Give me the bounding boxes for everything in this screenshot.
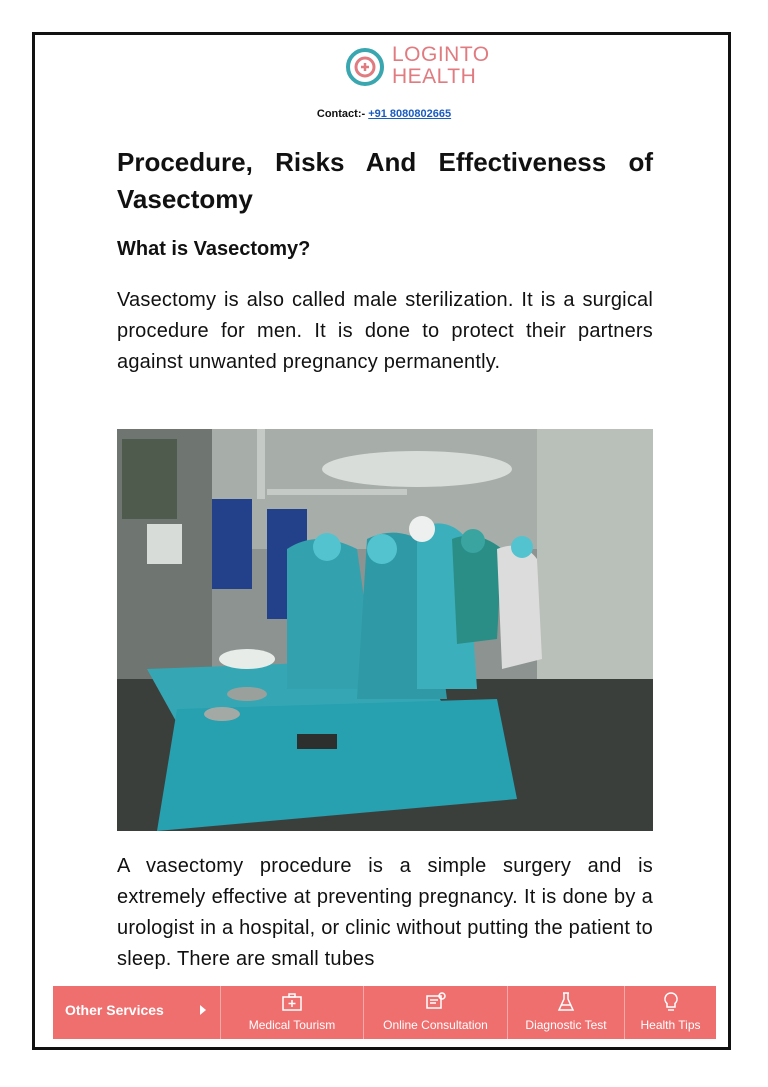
footer-item-label: Medical Tourism <box>248 1018 336 1032</box>
flask-icon <box>554 990 578 1014</box>
procedure-paragraph: A vasectomy procedure is a simple surgery and is extremely effective at preventing pregnancy. It is done by a urologist in a hospital, or clinic without putting the patient to sleep. There are small tubes <box>117 855 653 970</box>
section-heading: What is Vasectomy? <box>117 238 311 260</box>
brand-line-2: HEALTH <box>392 65 477 88</box>
footer-item-diagnostic-test[interactable] <box>508 986 624 1039</box>
footer-item-online-consultation[interactable] <box>364 986 507 1039</box>
other-services-label[interactable]: Other Services <box>65 1002 164 1018</box>
contact-label: Contact:- <box>316 108 366 120</box>
footer-item-label: Health Tips <box>640 1018 701 1032</box>
page-title: Procedure, Risks And Effectiveness of Vasectomy <box>117 147 653 214</box>
footer-item-label: Online Consultation <box>383 1018 488 1032</box>
footer-item-medical-tourism[interactable] <box>221 986 363 1039</box>
footer-item-label: Diagnostic Test <box>525 1018 607 1032</box>
contact-phone-link[interactable]: +91 8080802665 <box>368 108 452 120</box>
medical-kit-icon <box>280 990 304 1014</box>
brand-line-1: LOGINTO <box>392 43 490 66</box>
footer-item-health-tips[interactable] <box>625 986 716 1039</box>
intro-paragraph: Vasectomy is also called male sterilization. It is a surgical procedure for men. It is done to protect their partners against unwanted pregnancy permanently. <box>117 289 653 373</box>
lightbulb-icon <box>659 990 683 1014</box>
chevron-right-icon <box>200 1005 206 1015</box>
services-footer <box>53 986 716 1039</box>
contact-line <box>0 108 768 120</box>
brand-name <box>392 44 490 88</box>
consultation-icon <box>424 990 448 1014</box>
surgery-photo <box>117 429 653 831</box>
